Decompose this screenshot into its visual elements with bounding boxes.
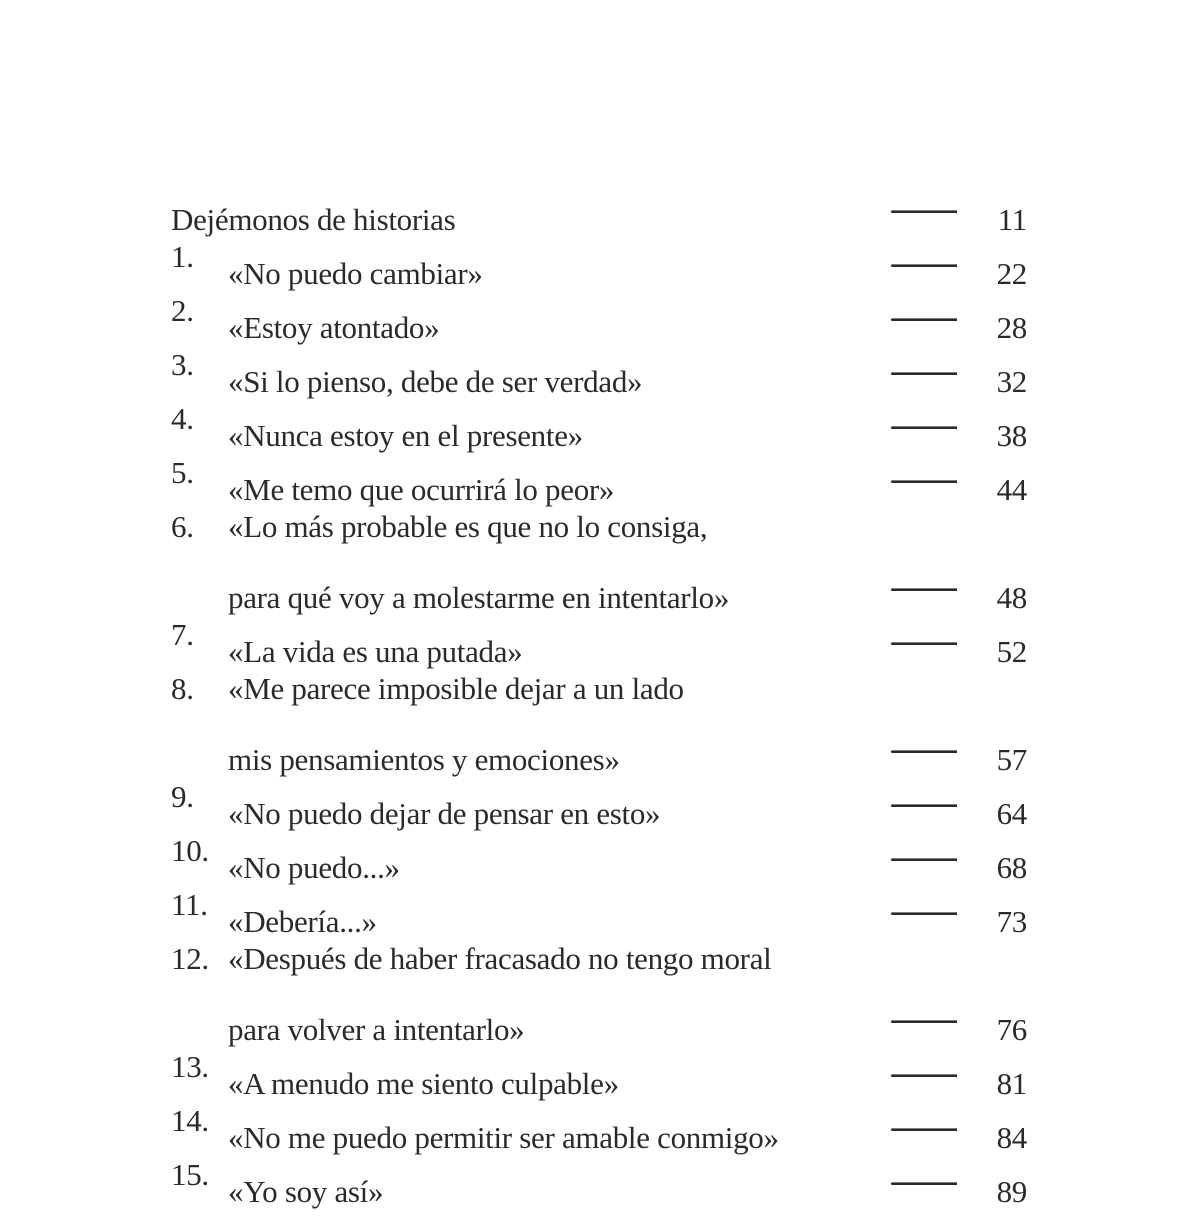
- toc-entry: [171, 770, 1027, 831]
- toc-entry-page: 44: [996, 472, 1027, 507]
- toc-entry-page: 32: [996, 364, 1027, 399]
- toc-entry: [171, 662, 1027, 716]
- toc-entry: [171, 1094, 1027, 1155]
- toc-entry-title: «Nunca estoy en el presente»: [228, 418, 591, 453]
- toc-entry-title: para qué voy a molestarme en intentarlo»: [228, 580, 737, 615]
- toc-entry-number: 9.: [171, 779, 194, 814]
- toc-entry-continuation: [171, 716, 1027, 777]
- toc-entry-page: 28: [996, 310, 1027, 345]
- toc-entry-number: 11.: [171, 887, 208, 922]
- toc-entry-title: «Me temo que ocurrirá lo peor»: [228, 472, 615, 507]
- toc-entry-title: «Si lo pienso, debe de ser verdad»: [228, 364, 643, 399]
- toc-entry-title: para volver a intentarlo»: [228, 1012, 532, 1047]
- dot-leader: [402, 824, 957, 878]
- dot-leader: [622, 716, 957, 770]
- toc-entry-title: mis pensamientos y emociones»: [228, 742, 620, 777]
- dot-leader: [616, 446, 957, 500]
- toc-entry-number: 7.: [171, 617, 194, 652]
- dot-leader: [644, 338, 957, 392]
- toc-entry-title: «No puedo cambiar»: [228, 256, 483, 291]
- toc-entry-page: 76: [996, 1012, 1027, 1047]
- dot-leader: [621, 1040, 957, 1094]
- toc-entry-number: 12.: [171, 941, 209, 976]
- toc-entry-title: «No puedo dejar de pensar en esto»: [228, 796, 668, 831]
- toc-entry-title: «Yo soy así»: [228, 1174, 384, 1209]
- toc-entry-page: 68: [996, 850, 1027, 885]
- toc-entry: [171, 1148, 1027, 1209]
- toc-entry: [171, 338, 1027, 399]
- toc-entry-continuation: [171, 554, 1027, 615]
- toc-entry: [171, 392, 1027, 453]
- toc-entry-number: 1.: [171, 239, 194, 274]
- dot-leader: [449, 284, 957, 338]
- toc-entry-page: 64: [996, 796, 1027, 831]
- toc-entry: [171, 932, 1027, 986]
- dot-leader: [485, 230, 957, 284]
- toc-entry-title: «Después de haber fracasado no tengo moral: [228, 941, 772, 976]
- toc-entry-number: 6.: [171, 509, 194, 544]
- toc-entry-number: 8.: [171, 671, 194, 706]
- toc-entry-number: 10.: [171, 833, 209, 868]
- toc-entry: [171, 176, 1027, 237]
- toc-entry-title: «Estoy atontado»: [228, 310, 447, 345]
- toc-entry-title: «No puedo...»: [228, 850, 400, 885]
- toc-entry: [171, 878, 1027, 939]
- toc-entry-number: 3.: [171, 347, 194, 382]
- toc-entry-number: 15.: [171, 1157, 209, 1192]
- toc-entry-title: «Debería...»: [228, 904, 385, 939]
- toc-entry-page: 48: [996, 580, 1027, 615]
- dot-leader: [534, 986, 957, 1040]
- toc-entry-page: 81: [996, 1066, 1027, 1101]
- toc-entry-number: 4.: [171, 401, 194, 436]
- toc-entry: [171, 446, 1027, 507]
- dot-leader: [592, 392, 957, 446]
- toc-entry-page: 22: [996, 256, 1027, 291]
- toc-entry: [171, 284, 1027, 345]
- toc-entry: [171, 230, 1027, 291]
- toc-entry-title: «No me puedo permitir ser amable conmigo»: [228, 1120, 787, 1155]
- toc-entry-title: «Me parece imposible dejar a un lado: [228, 671, 684, 706]
- toc-entry-page: 57: [996, 742, 1027, 777]
- dot-leader: [386, 878, 957, 932]
- toc-entry-page: 84: [996, 1120, 1027, 1155]
- table-of-contents: [171, 176, 1027, 1209]
- dot-leader: [738, 554, 957, 608]
- toc-entry-page: 73: [996, 904, 1027, 939]
- toc-entry-number: 14.: [171, 1103, 209, 1138]
- dot-leader: [788, 1094, 957, 1148]
- toc-entry-page: 52: [996, 634, 1027, 669]
- toc-entry-page: 38: [996, 418, 1027, 453]
- toc-entry-page: 89: [996, 1174, 1027, 1209]
- toc-entry: [171, 608, 1027, 669]
- toc-entry: [171, 824, 1027, 885]
- dot-leader: [524, 608, 957, 662]
- dot-leader: [457, 176, 957, 230]
- toc-entry-continuation: [171, 986, 1027, 1047]
- toc-entry-number: 13.: [171, 1049, 209, 1084]
- toc-entry-title: «La vida es una putada»: [228, 634, 523, 669]
- toc-entry-page: 11: [997, 202, 1027, 237]
- dot-leader: [670, 770, 957, 824]
- toc-entry: [171, 500, 1027, 554]
- dot-leader: [385, 1148, 957, 1202]
- toc-entry: [171, 1040, 1027, 1101]
- toc-entry-title: «A menudo me siento culpable»: [228, 1066, 619, 1101]
- toc-entry-title: «Lo más probable es que no lo consiga,: [228, 509, 708, 544]
- toc-entry-number: 2.: [171, 293, 194, 328]
- toc-entry-title: Dejémonos de historias: [171, 202, 456, 237]
- toc-entry-number: 5.: [171, 455, 194, 490]
